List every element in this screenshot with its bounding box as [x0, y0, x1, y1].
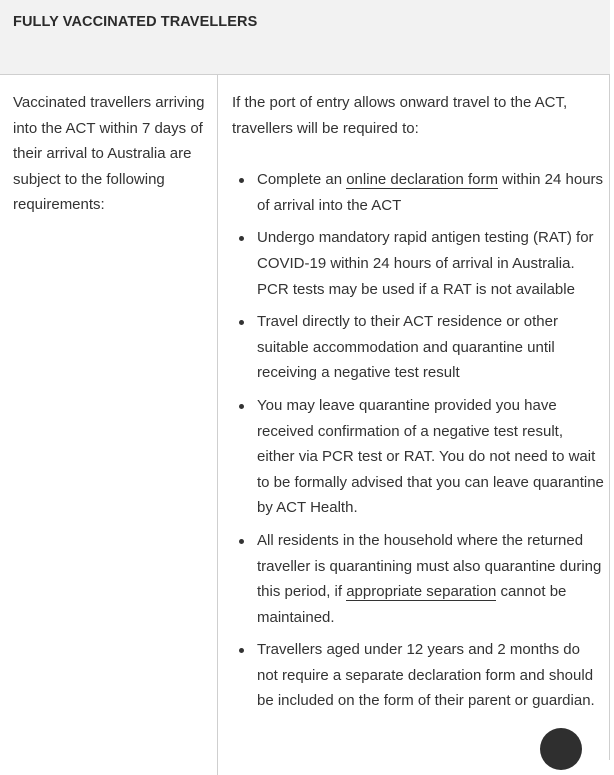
item-text-after: cannot be maintained.	[257, 583, 567, 626]
item-text-after: within 24 hours of arrival into the ACT	[257, 171, 604, 214]
list-item	[232, 225, 604, 302]
requirements-list	[232, 167, 604, 714]
item-text-before: Complete an	[257, 171, 347, 189]
item-text: Travellers aged under 12 years and 2 months do not require a separate declaration form and should be included on the form of their parent or guardian.	[257, 641, 595, 710]
list-item	[232, 393, 604, 521]
appropriate-separation-link[interactable]: appropriate separation	[346, 583, 497, 601]
list-item	[232, 309, 604, 386]
list-item	[232, 637, 604, 714]
intro-text: If the port of entry allows onward travel to the ACT, travellers will be required to:	[232, 94, 568, 137]
bullet-icon	[239, 236, 244, 241]
left-cell: Vaccinated travellers arriving into the ACT within 7 days of their arrival to Australia are subject to the following requirements:	[13, 94, 205, 214]
list-item	[232, 167, 604, 218]
table-header	[0, 0, 610, 75]
item-text: You may leave quarantine provided you have received confirmation of a negative test result, either via PCR test or RAT. You do not need to wait to be formally advised that you can leave quarantine by ACT Health.	[257, 396, 604, 517]
bullet-icon	[239, 178, 244, 183]
online-declaration-form-link[interactable]: online declaration form	[346, 171, 498, 189]
bullet-icon	[239, 539, 244, 544]
item-text: Undergo mandatory rapid antigen testing (RAT) for COVID-19 within 24 hours of arrival in Australia. PCR tests may be used if a RAT is not available	[257, 229, 594, 298]
scroll-to-top-button[interactable]	[540, 728, 582, 770]
column-divider	[217, 75, 218, 775]
item-text-before: All residents in the household where the returned traveller is quarantining must also quarantine during this period, if	[257, 531, 602, 601]
list-item	[232, 528, 604, 630]
header-title: FULLY VACCINATED TRAVELLERS	[13, 14, 258, 30]
item-text: Travel directly to their ACT residence or other suitable accommodation and quarantine until receiving a negative test result	[257, 313, 558, 382]
bullet-icon	[239, 404, 244, 409]
bullet-icon	[239, 648, 244, 653]
right-cell	[232, 90, 604, 721]
bullet-icon	[239, 320, 244, 325]
